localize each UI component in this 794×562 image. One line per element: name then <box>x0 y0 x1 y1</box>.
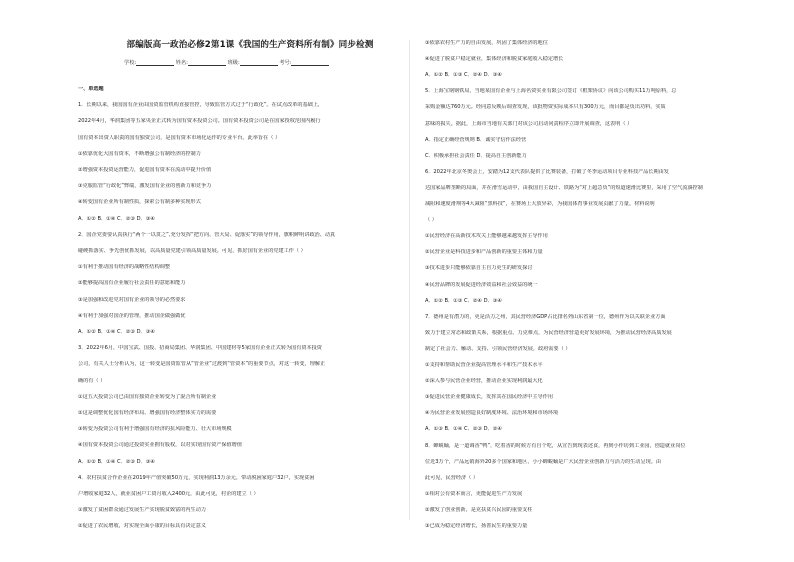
left-text-line: ①有利于推动国有经济的战略性结构调整 <box>78 264 170 271</box>
exam-number-label: 考号: <box>279 60 292 66</box>
right-text-line: ④民营品牌的发展促进经济效益和社会效益的统一 <box>425 281 538 288</box>
right-text-line: 减阻和速度滑翔等4大减阻“黑科技”，在赛场上大放异彩，为我国体育事业发展贡献了力量。材料说明 <box>425 201 655 207</box>
right-text-line: A．指定正确经营规则 B．诚实守信作法经营 <box>425 136 527 143</box>
right-text-line: 位近3万个，产品远销海外20多个国家和地区，小小蝉蜕蛹是广大民营企业创新力与活力的生动呈现。由 <box>425 458 661 465</box>
school-blank <box>136 59 174 66</box>
right-text-line: A．①② B．①③ C．②④ D．③④ <box>425 72 502 79</box>
exam-number-blank <box>291 59 329 66</box>
left-text-line: ④国有资本投资公司通过投资实业拥有股权，以对实现国有资产保值增值 <box>78 442 242 449</box>
class-blank <box>240 59 278 66</box>
right-text-line: 意味的损失。据此，上海市当地有关部门对该公司启动问责程序立即开展调查，这表明（ ） <box>425 120 633 127</box>
right-text-line: A．①③ B．①④ C．②③ D．②④ <box>425 426 502 433</box>
left-text-line: 2022年4月，华润集团等五家央企正式转为国有资本投资公司。国有资本投资公司是在国家授权范围内履行 <box>78 118 321 125</box>
left-text-line: ③克服监管“行政化”弊端，激发国有企业的创新力和竞争力 <box>78 183 212 190</box>
left-text-line: A．①② B．①④ C．②③ D．③④ <box>78 458 155 465</box>
left-text-line: ④转变国有企业所有制性质，探索公有制多种实现形式 <box>78 199 201 206</box>
left-text-line: ①依靠优化大国有资本，不断增强公有制经济的控制力 <box>78 150 201 157</box>
left-text-line: ①这五大投资公司已由国有独资企业转变为了混合所有制企业 <box>78 393 217 400</box>
right-text-line: ④促进了脱贫户稳定就业，集体经济和脱贫家庭收入稳定增长 <box>425 56 564 63</box>
left-text-line: 碰硬抓落实、争先创优抓发展，以高质量党建引领高质量发展。可见，抓好国有企业的党建工作（ ） <box>78 248 306 254</box>
right-text-line: ③依靠农村生产力的自由发展，巩固了集体经济的地位 <box>425 40 548 46</box>
right-text-line: ②激发了创业创新，是克扶贫兴民园的重要支柱 <box>425 506 533 513</box>
right-text-line: 8．蝉蜕蛹，是一道调香“鸭”，吃着香的时候方有自个吃，从宣告到现表述食，再到小作坊到工业园，创造就业岗位 <box>425 442 686 449</box>
school-label: 学校: <box>124 60 137 66</box>
left-text-line: ④有利于加强对国企的管理，推动国企做强做优 <box>78 312 186 319</box>
left-text-line: 1．长期以来，我国国有企业由国资监管机构直接管控，导致监管方式过于“行政化”。在试点改革的基础上， <box>78 102 324 109</box>
left-text-line: 3．2022年6月，中国宝武、国投、招商局集团、华润集团、中国建材等5家国有企业正式转为国有资本投资 <box>78 345 322 352</box>
right-text-line: 7．德州是有潜力的，更是活力之州，其民营经济GDP占比排名列山东省第一位，德州作为以关联企业方面 <box>425 313 666 320</box>
right-text-line: 5．上海宝钢钢铁局，当地某国有企业与上海名资实业有限公司签订《框架协议》向该公司购买11万吨原料，总 <box>425 88 677 95</box>
left-text-line: ③转变为投资公司有利于增强国有经济的抗风险能力、壮大市场规模 <box>78 426 232 433</box>
left-text-line: 户增收家庭32人，就业贫困户工资月收入2400元，由此可见，村企的建立（ ） <box>78 491 259 497</box>
left-text-line: ①激发了贫困群众通过发展生产实现脱贫致富的内生动力 <box>78 507 206 514</box>
name-label: 姓名: <box>175 60 188 66</box>
left-text-line: 国有资本出资人职责的国有独资公司，是国有资本市场化运作的专业平台。此举旨在（ ） <box>78 134 281 141</box>
left-text-line: 公司，有关人士分析认为，这一转变是国资监管从“管企业”过渡到“管资本”的重要节点，对这一转变，理解正 <box>78 361 326 368</box>
column-divider <box>409 40 410 520</box>
right-text-line: ④为民营企业发展创造良好制度环境、法治环境和市场环境 <box>425 410 559 417</box>
left-text-line: ②促进了农民增收，对实现全面小康的目标具有决定意义 <box>78 523 206 530</box>
left-text-line: 2．国企党委要认真执行“两个一以贯之”,充分发挥“把方向、管大局、促落实”的领导作用，旗帜鲜明讲政治、动真 <box>78 231 336 238</box>
right-text-line: 此可见，民营经济（ ） <box>425 474 479 481</box>
right-text-line: ①民营经济在高新技术攻关上能够越来越发挥主导作用 <box>425 233 548 240</box>
right-text-line: 制定了社会力、触动、支持、引领民营经济发展，政府需要（ ） <box>425 345 571 352</box>
left-text-line: ②增强资本投资运营能力，促进国有资本在流动中提升价值 <box>78 167 212 173</box>
left-text-line: 一、单选题 <box>78 86 104 92</box>
right-text-line: ③促进民营企业健康成长，发挥其在国民经济中主导作用 <box>425 394 553 401</box>
right-text-line: 达国家品牌垄断的局面，并在滑雪运动中，由我国自主设计、铁路为“对上超急负”的短道速滑比赛里，采用了空气流淌控制 <box>425 184 703 191</box>
right-text-line: C．积极承担社会责任 D．提高自主创新能力 <box>425 152 527 159</box>
student-info-line <box>124 59 329 66</box>
right-text-line: 6．2022年北京冬奥会上，安踏为12支代表队提供了比赛装备，打破了冬季运动项目专业科技产品长期由发 <box>425 168 669 175</box>
right-text-line: ③技术进步只能够依靠自主自力更生的研发探讨 <box>425 265 533 272</box>
right-text-line: ②民营企业是科技进步和产品创新的重要主体和力量 <box>425 249 543 256</box>
left-text-line: A．①② B．①④ C．②③ D．③④ <box>78 215 155 222</box>
class-label: 班级: <box>227 60 240 66</box>
right-text-line: ②深入参与民营企业经营，推动企业实现利润最大化 <box>425 378 543 385</box>
left-text-line: ③是加强和改进党对国有企业的领导的必然要求 <box>78 296 186 303</box>
right-text-line: A．①② B．①③ C．②④ D．③④ <box>425 297 502 304</box>
left-text-line: 确的有（ ） <box>78 377 106 384</box>
right-text-line: ①相对公有资本而言，更能促进生产力发展 <box>425 490 523 497</box>
left-text-line: 4．农村扶贫合作企业在2019年产值突破50万元，实现利润13万余元，带动脱困家庭户32户，实现贫困 <box>78 474 315 481</box>
page-title: 部编版高一政治必修2第1课《我国的生产资料所有制》同步检测 <box>126 40 374 50</box>
right-text-line: ③已成为稳定经济增长，扬善民生的重要力量 <box>425 523 528 529</box>
right-text-line: ①支持和帮助民营企业提高管理水平和生产技术水平 <box>425 362 543 368</box>
left-text-line: ②这是调整优化国有经济布局、增强国有经济整体实力的需要 <box>78 410 217 416</box>
left-text-line: A．①② B．①④ C．②③ D．③④ <box>78 329 155 335</box>
right-text-line: 致力于建立常态和政策关系，根据重点、力克难点，为民营经济营造更好发展环境，为推动民营经济高质发展 <box>425 329 672 336</box>
right-text-line: （ ） <box>425 217 437 224</box>
name-blank <box>188 59 226 66</box>
right-text-line: 采购金额达760万元。经同意反映后调查发现，该批物资实际成本只有300万元，而目都是负出功料，实质 <box>425 104 666 111</box>
left-text-line: ②能够提高国有企业履行社会责任的意愿和能力 <box>78 280 186 287</box>
